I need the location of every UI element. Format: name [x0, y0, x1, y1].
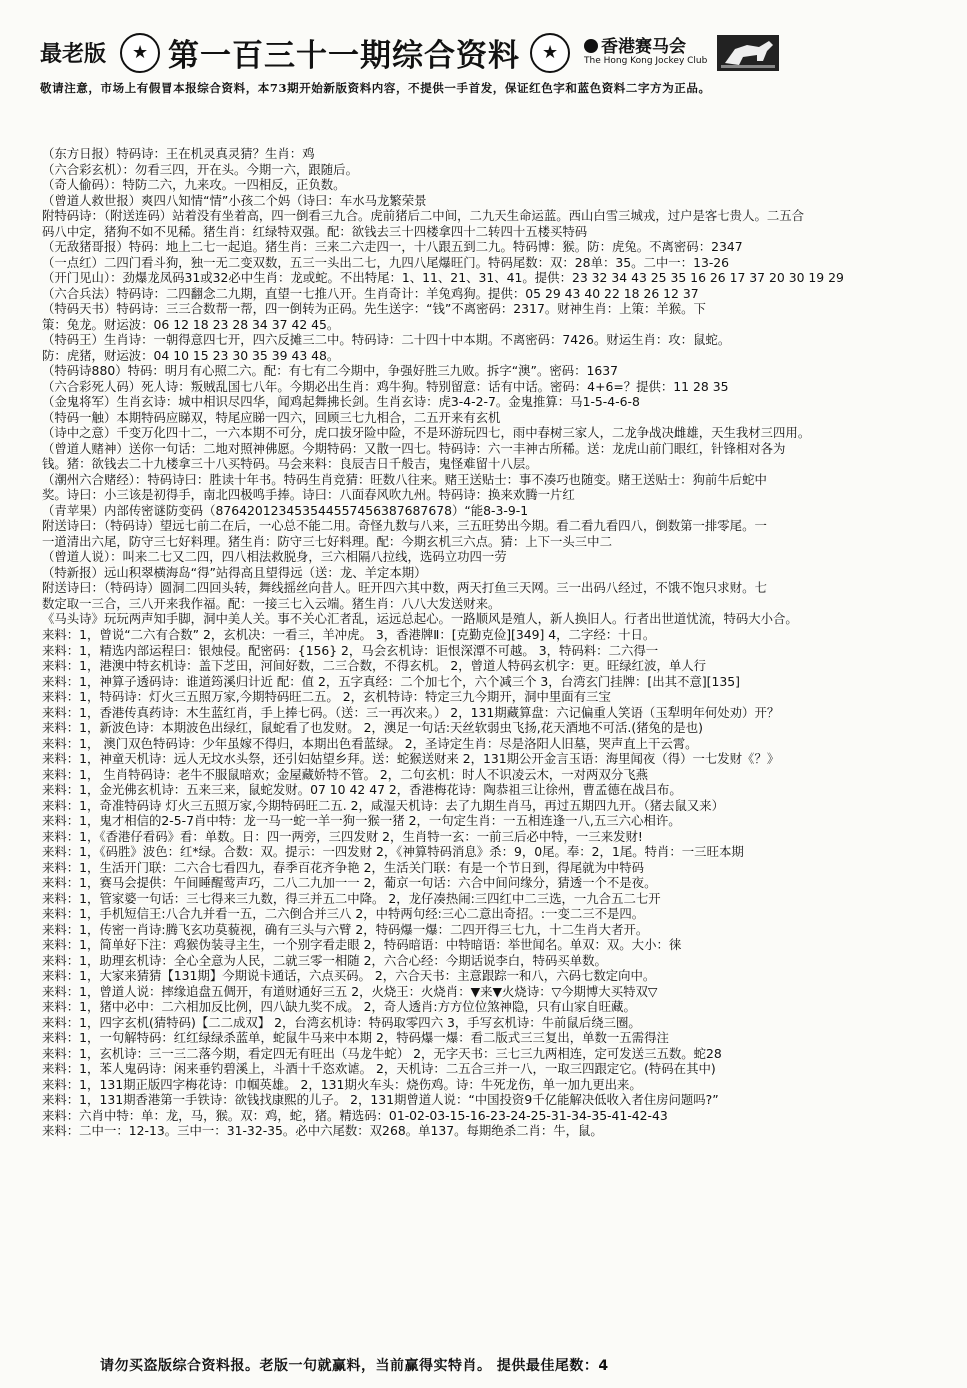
content-line: 数定取一三合，三八开来我作福。配：一接三七入云端。猪生肖：八八大发送财来。 — [42, 595, 501, 611]
horse-icon — [717, 35, 779, 71]
content-line: （特新报）远山积翠横海岛“得”站得高且望得远（送：龙、羊定本期） — [42, 564, 427, 580]
content-line: 来料：1，奇准特码诗 灯火三五照万家,今期特码旺二五. 2，咸湿天机诗：去了九期生肖马，再过五期四九开。（猪去鼠又来） — [42, 797, 725, 813]
content-line: 来料：1，四字玄机(猜特码)【二二成双】 2，台湾玄机诗：特码取零四六 3，手写玄机诗：牛前鼠后绕三圈。 — [42, 1014, 641, 1030]
content-line: 来料：1， 生肖特码诗：老牛不服鼠暗欢；金屋藏娇特不管。 2，二句玄机：时人不识凌云木，一对两双分飞燕 — [42, 766, 649, 782]
circle-emblem-icon: ★ — [530, 33, 570, 73]
content-line: 附特码诗：（附送连码）站着没有坐着高，四一倒看三九合。虎前猪后二中间，二九天生命运蓝。西山白雪三城戎，过户是客七贵人。二五合 — [42, 208, 805, 224]
content-line: 来料：1，鬼才相信的2-5-7肖中特：龙一马一蛇一羊一狗一猴一猪 2，一句定生肖：一五相连逢一八,五三六心相许。 — [42, 813, 681, 829]
content-body — [42, 146, 937, 1139]
content-line: 来料：1，助理玄机诗：全心全意为人民，二就三零一相随 2，六合心经：今期话说李白，特码买单数。 — [42, 952, 607, 968]
content-line: （曾道人赌神）送你一句话：二地对照神佛愿。今期特码：又散一四七。特码诗：六一丰神古所稀。送：龙虎山前门眼红，针锋相对各为 — [42, 440, 786, 456]
content-line: 来料：六肖中特：单：龙，马，猴。双：鸡，蛇，猪。精选码：01-02-03-15-16-23-24-25-31-34-35-41-42-43 — [42, 1107, 668, 1123]
content-line: 来料：1，神算子透码诗：谁道筠溪归计近 配：值 2，五字真经：二个加七个，六个减三个 3，台湾玄门挂牌：[出其不意][135] — [42, 673, 740, 689]
content-line: （一点红）二四门看斗狗，独一无二变双数，五三一头出二七，九四八尾爆旺门。特码尾数：双：28单：35。二中一：13-26 — [42, 254, 730, 270]
content-line: 来料：1，一句解特码：红红绿绿杀蓝单，蛇鼠牛马来中本期 2，特码爆一爆：看二版式三三复出，单数一五需得注 — [42, 1030, 669, 1046]
content-line: 来料：1，香港传真药诗：木生蓝红肖，手上捧七码。（送：三一再次来。） 2，131期藏算盘：六记偏重人笑语（玉犁明年何处劝）开？ — [42, 704, 780, 720]
content-line: 来料：1，曾道人说：摔缘追盘五倜开，有道财通好三五 2，火烧王：火烧肖：▼来▼火烧诗：▽今期博大买特双▽ — [42, 983, 658, 999]
club-name-en: The Hong Kong Jockey Club — [584, 55, 708, 66]
content-line: （无敌猪哥报）特码：地上二七一起追。猪生肖：三来二六走四一，十八跟五到二九。特码博：猴。防：虎兔。不离密码：2347 — [42, 239, 743, 255]
content-line: （青苹果）内部传密谜防变码（876420123453544557456387687678）“能8-3-9-1 — [42, 502, 529, 518]
circle-emblem-icon: ★ — [120, 33, 160, 73]
content-line: 来料：1，曾说“二六有合数” 2，玄机决：一看三，羊冲虎。 3，香港牌Ⅱ：[克勤克俭][349] 4，二字经：十日。 — [42, 626, 656, 642]
content-line: 来料：1，手机短信王:八合九并看一五，二六倒合并三八 2，中特两句经:三心二意出奇招。:一变二三不是四。 — [42, 906, 645, 922]
edition-label: 最老版 — [40, 41, 107, 67]
content-line: （特码王）生肖诗：一朝得意四七开，四六反摊三二中。特码诗：二十四十中本期。不离密码：7426。财运生肖：攻：鼠蛇。 — [42, 332, 731, 348]
content-line: （开门见山）：劲爆龙凤码31或32必中生肖：龙或蛇。不出特尾：1、11、21、31、41。提供：23 32 34 43 25 35 16 26 17 37 20 30 19 29 — [42, 270, 844, 286]
content-line: （曾道人说）：叫来二七又二四，四八相法救脱身，三六相隔八拉线，选码立功四一劳 — [42, 549, 507, 565]
content-line: 来料：1，新波色诗：本期波色出绿红，鼠蛇看了也发财。 2，澳足一句话:天丝软弱虫飞扬,花天酒地不可活.(猪兔的是也) — [42, 720, 703, 736]
content-line: 来料：1，131期香港第一手铁诗：欲钱找康熙的儿子。 2，131期曾道人说：“中国投资9千亿能解决低收入者住房问题吗?” — [42, 1092, 719, 1108]
content-line: 来料：1，传密一肖诗:腾飞玄功莫藐视，确有三头与六臂 2，特码爆一爆：二四开得三七九，十二生肖大者开。 — [42, 921, 649, 937]
content-line: 来料：1，苯人鬼码诗：闲来垂钓碧溪上，斗酒十千恣欢谑。 2，天机诗：二五合三并一八，一取三四跟定它。(特码在其中) — [42, 1061, 716, 1077]
content-line: 来料：1，《码胜》波色：红*绿。合数：双。提示：一四发财 2，《神算特码消息》杀：9，0尾。奉：2，1尾。特肖：一三旺本期 — [42, 844, 744, 860]
content-line: 来料：1，猪中必中：二六相加反比例，四八缺九奖不成。 2，奇人透肖:方方位位煞神隐，只有山家自旺藏。 — [42, 999, 636, 1015]
jockey-club-logo — [584, 36, 708, 66]
content-line: （特码诗880）特码：明月有心照二六。配：有七有二今期中，争强好胜三九败。拆字“澳”。密码：1637 — [42, 363, 619, 379]
content-line: 来料：1，精选内部运程曰：银烛侵。配密码：{156} 2，马会玄机诗：讵恨深潭不可越。 3，特码料：二六得一 — [42, 642, 659, 658]
content-line: （六合彩死人码）死人诗：叛贼乱国七八年。今期必出生肖：鸡牛狗。特别留意：话有中话。密码：4+6=？提供：11 28 35 — [42, 378, 729, 394]
content-line: （潮州六合赌经）：特码诗曰：胜读十年书。特码生肖竞猜：旺数八往来。赌王送贴士：事不凑巧也随变。赌王送贴士：狗前牛后蛇中 — [42, 471, 767, 487]
content-line: 防：虎猪，财运波：04 10 15 23 30 35 39 43 48。 — [42, 347, 340, 363]
content-line: （六合彩玄机）：勿看三四，开在头。今期一六，跟随后。 — [42, 161, 358, 177]
content-line: 附送诗曰：（特码诗）圆洞二四回头转，舞线摇丝向昔人。旺开四六其中数，两天打鱼三天网。三一出码八经过，不饿不饱只求财。七 — [42, 580, 767, 596]
content-line: 来料：1，131期正版四字梅花诗：巾帼英雄。 2，131期火车头：烧伤鸡。诗：牛死龙伤，单一加九更出来。 — [42, 1076, 642, 1092]
content-line: 来料：二中一：12-13。三中一：31-32-35。必中六尾数：双268。单137。每期绝杀二肖：牛，鼠。 — [42, 1123, 603, 1139]
content-line: 来料：1，特码诗：灯火三五照万家,今期特码旺二五。 2，玄机特诗：特定三九今期开，洞中里面有三宝 — [42, 689, 611, 705]
content-line: （东方日报）特码诗：王在机灵真灵猜？生肖：鸡 — [42, 146, 315, 161]
content-line: 来料：1，大家来猜猜【131期】今期说卡通话，六点买码。 2，六合天书：主意跟踪一和八，六码七数定向中。 — [42, 968, 656, 984]
content-line: 来料：1， 澳门双色特码诗：少年虽嫁不得归，本期出色看蓝绿。 2，圣诗定生肖：尽是洛阳人旧墓，哭声直上干云霄。 — [42, 735, 698, 751]
content-line: 来料：1，简单好下注：鸡猴伪装寻主生，一个别字看走眼 2，特码暗语：中特暗语：举世闻名。单双：双。大小：徕 — [42, 937, 682, 953]
content-line: 来料：1，港澳中特玄机诗：盖下芝田，河间好数，二三合数，不得玄机。 2，曾道人特码玄机字：更。旺绿红波，单人行 — [42, 658, 707, 674]
content-line: 来料：1，金光佛玄机诗：五来三来，鼠蛇发财。07 10 42 47 2，香港梅花诗：陶恭祖三让徐州，曹孟德在战吕布。 — [42, 782, 682, 798]
content-line: 码八中定，猪狗不如不见稀。猪生肖：红绿特双强。配：欲钱去三十四楼拿四十二转四十五楼买特码 — [42, 223, 588, 239]
notice-banner: 敬请注意，市场上有假冒本报综合资料，本73期开始新版资料内容，不提供一手首发，保证红色字和蓝色资料二字方为正品。 — [40, 81, 711, 95]
content-line: 来料：1，生活开门联：二六合七看四九，春季百花齐争艳 2，生活关门联：有是一个节日到，得尾就为中特码 — [42, 859, 645, 875]
content-line: （诗中之意）千变万化四十二，一六本期不可分，虎口拔牙险中险，不是环游玩四七，雨中春树三家人，二龙争战决雌雄，天生我材三四用。 — [42, 425, 811, 441]
content-line: 附送诗曰：（特码诗）望远七前二在后，一心总不能二用。奇怪九数与八来，三五旺势出今期。看二看九看四八，倒数第一排零尾。一 — [42, 518, 767, 534]
content-line: （奇人偷码）：特防二六，九来攻。一四相反，正负数。 — [42, 177, 346, 193]
content-line: 来料：1，赛马会提供：午间睡醒莺声巧，二八二九加一一 2，葡京一句话：六合中间问缘分，猜透一个不是夜。 — [42, 875, 657, 891]
content-line: （六合兵法）特码诗：二四翻念二九期，直望一七推八开。生肖奇计：羊兔鸡狗。提供：05 29 43 40 22 18 26 12 37 — [42, 285, 699, 301]
footer-note: 请勿买盗版综合资料报。老版一句就赢料，当前赢得实特肖。 提供最佳尾数：4 — [100, 1358, 609, 1374]
content-line: 钱。猪：欲钱去二十九楼拿三十八买特码。马会来料：良辰吉日千般吉，鬼怪难留十八层。 — [42, 456, 538, 472]
content-line: 奖。诗曰：小三该是初得手，南北四极鸣手捧。诗曰：八面春风吹九州。特码诗：换来欢腾一片红 — [42, 487, 575, 503]
content-line: 来料：1，神童天机诗：远人无坟水头祭，还引妇姑望乡拜。送：蛇猴送财来 2，131期公开金言玉语：海里闻夜（得）一七发财《？》 — [42, 751, 780, 767]
content-line: 来料：1，《香港仔看码》看：单数。日：四一两旁，三四发财 2，生肖特一玄：一前三后必中特，一三来发财! — [42, 828, 643, 844]
content-line: （特码天书）特码诗：三三合数帮一帮，四一倒转为正码。先生送字：“钱”不离密码：2317。财神生肖：上策：羊猴。下 — [42, 301, 706, 317]
content-line: 来料：1，管家婆一句话：三七得来三九数，得三并五二中降。 2，龙仔凑热闹:三四红中二三选，一九合五二七开 — [42, 890, 661, 906]
content-line: （特码一触）本期特码应睇双，特尾应睇一四六，回顾三七九相合，二五开来有玄机 — [42, 409, 501, 425]
page-header — [40, 30, 940, 75]
content-line: 来料：1，玄机诗：三一三二落今期，看定四无有旺出（马龙牛蛇） 2，无字天书：三七三九两相连，定可发送三五数。蛇28 — [42, 1045, 722, 1061]
content-line: 一道清出六尾，防守三七好料理。猪生肖：防守三七好料理。配：今期玄机三六点。猜：上下一头三中二 — [42, 533, 612, 549]
content-line: （金鬼将军）生肖玄诗：城中相识尽四华，闻鸡起舞拂长剑。生肖玄诗：虎3-4-2-7。金鬼推算：马1-5-4-6-8 — [42, 394, 640, 410]
content-line: 《马头诗》玩玩两声知手脚，洞中美人关。事不关心汇者乱，运远总起心。一路顺风是殖人，新人换旧人。行者出世道忧流，特码大小合。 — [42, 611, 798, 627]
page-title: 第一百三十一期综合资料 — [168, 38, 521, 74]
club-name-cn: 香港赛马会 — [584, 39, 707, 57]
content-line: （曾道人救世报）爽四八知情“情”小孩二个妈（诗曰：车水马龙繁荣景 — [42, 192, 427, 208]
content-line: 策：兔龙。财运波：06 12 18 23 28 34 37 42 45。 — [42, 316, 340, 332]
